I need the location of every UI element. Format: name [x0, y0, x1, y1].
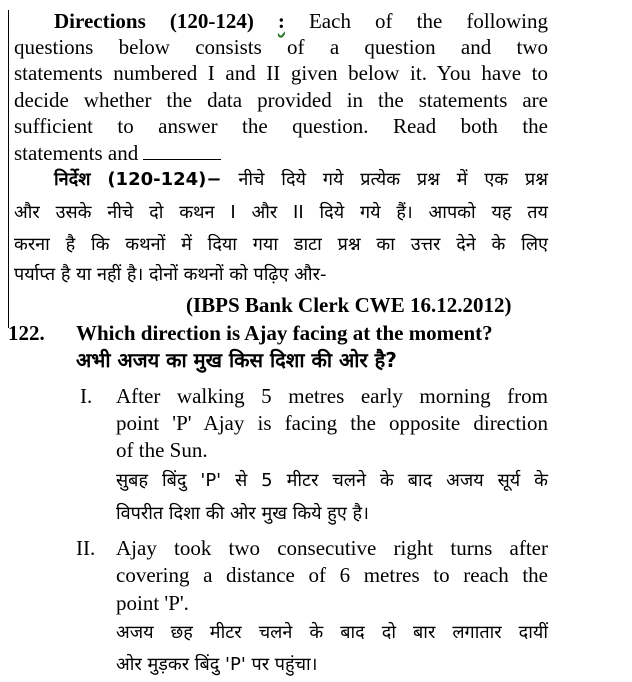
directions-text-end: statements and	[14, 141, 139, 165]
fill-in-blank	[143, 141, 221, 160]
directions-line-5: sufficient to answer the question. Read both the	[14, 114, 548, 138]
margin-rule	[8, 10, 9, 328]
statement-1-numeral: I.	[80, 384, 93, 408]
statement-2-hi-line-1: अजय छह मीटर चलने के बाद दो बार लगातार दायीं	[116, 622, 548, 643]
statement-1-en-line-1: After walking 5 metres early morning from	[116, 384, 548, 408]
question-number: 122.	[8, 321, 45, 345]
statement-1-hi-line-2: विपरीत दिशा की ओर मुख किये हुए है।	[116, 503, 369, 524]
directions-colon: :	[277, 9, 285, 33]
hindi-directions-line-3: करना है कि कथनों में दिया गया डाटा प्रश्न का उत्तर देने के लिए	[14, 234, 548, 255]
directions-line-1	[14, 8, 548, 34]
directions-line-4: decide whether the data provided in the statements are	[14, 88, 548, 112]
hindi-directions-line-4: पर्याप्त है या नहीं है। दोनों कथनों को पढ़िए और-	[14, 264, 327, 285]
statement-1-en-line-3: of the Sun.	[116, 438, 208, 462]
hindi-directions-line-1	[14, 167, 548, 193]
statement-1-hi-line-1: सुबह बिंदु 'P' से 5 मीटर चलने के बाद अजय सूर्य के	[116, 470, 548, 491]
hindi-directions-line-2: और उसके नीचे दो कथन I और II दिये गये हैं। आपको यह तय	[14, 202, 548, 223]
statement-2-en-line-2: covering a distance of 6 metres to reach the	[116, 563, 548, 587]
statement-2-hi-line-2: ओर मुड़कर बिंदु 'P' पर पहुंचा।	[116, 654, 318, 675]
directions-range: (120-124)	[169, 9, 254, 33]
statement-2-numeral: II.	[76, 536, 96, 560]
source-citation: (IBPS Bank Clerk CWE 16.12.2012)	[186, 293, 512, 317]
directions-line-2: questions below consists of a question and two	[14, 35, 548, 59]
statement-1-en-line-2: point 'P' Ajay is facing the opposite direction	[116, 411, 548, 435]
directions-label: Directions	[54, 9, 146, 33]
question-text-en: Which direction is Ajay facing at the moment?	[76, 321, 493, 345]
directions-text: Each of the following	[308, 9, 548, 33]
directions-line-6	[14, 140, 221, 166]
statement-2-en-line-1: Ajay took two consecutive right turns after	[116, 536, 548, 560]
hindi-directions-label: निर्देश	[54, 169, 91, 190]
hindi-directions-text: नीचे दिये गये प्रत्येक प्रश्न में एक प्रश्न	[238, 169, 548, 190]
directions-line-3: statements numbered I and II given below it. You have to	[14, 61, 548, 85]
hindi-directions-range: (120-124)−	[107, 169, 222, 190]
question-text-hi: अभी अजय का मुख किस दिशा की ओर है?	[76, 348, 397, 372]
statement-2-en-line-3: point 'P'.	[116, 591, 189, 615]
